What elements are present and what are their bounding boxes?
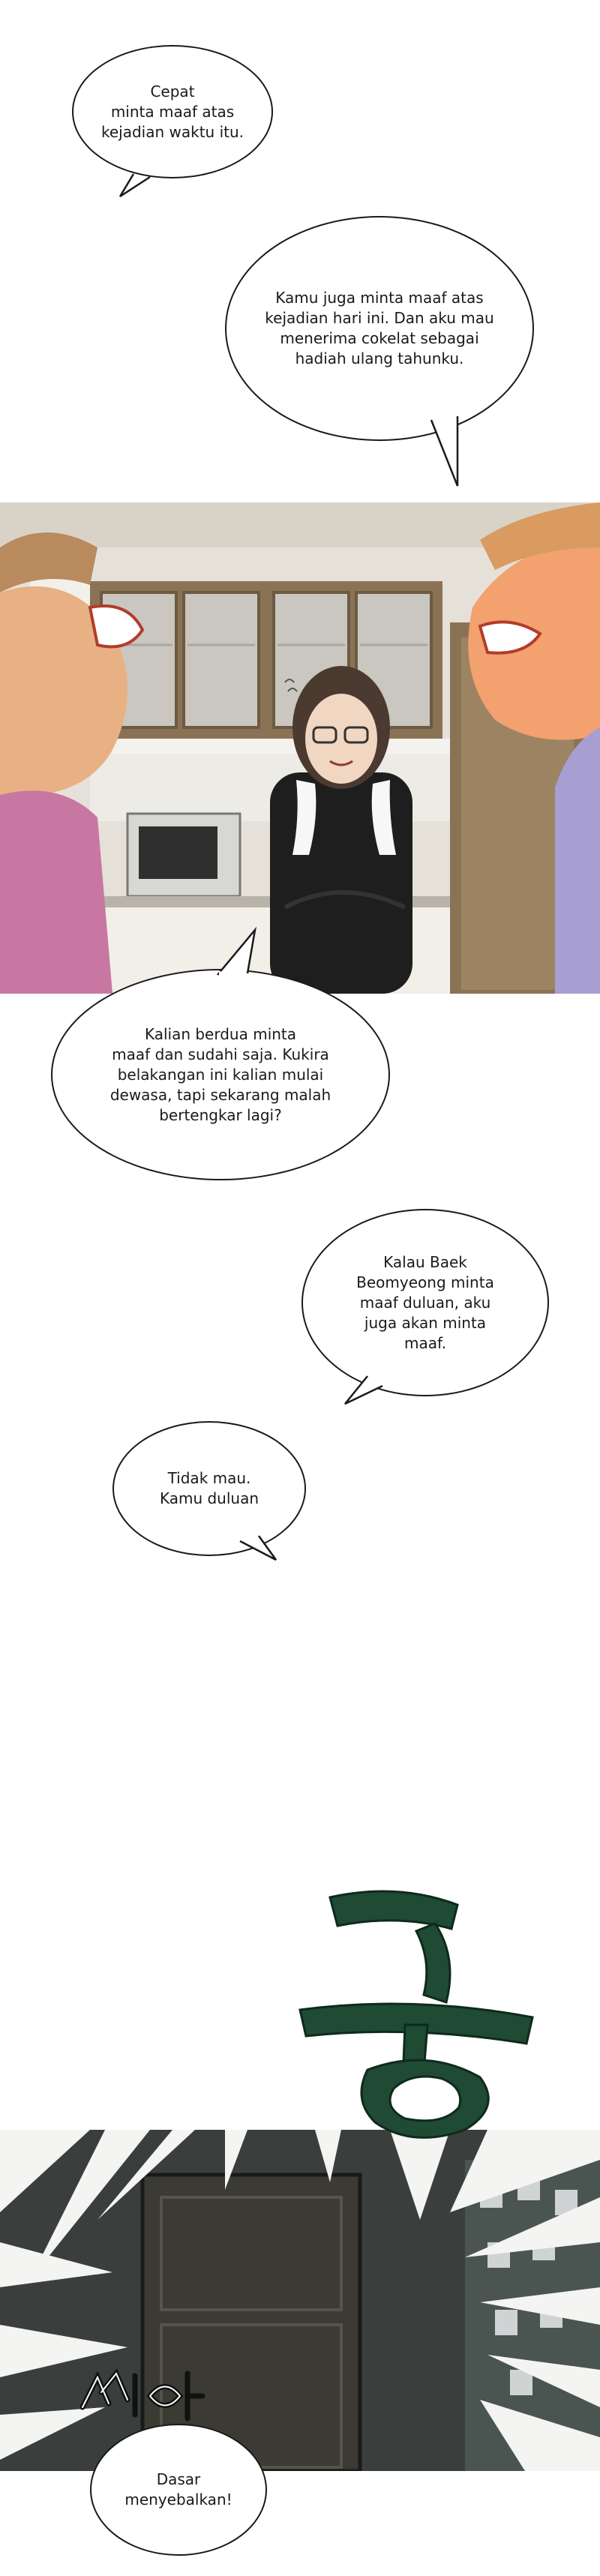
sfx-slam-lettering xyxy=(285,1882,555,2152)
speech-bubble-2: Kamu juga minta maaf atas kejadian hari ini. Dan aku mau menerima cokelat sebagai hadiah ulang tahunku. xyxy=(225,216,534,441)
speech-bubble-1: Cepat minta maaf atas kejadian waktu itu. xyxy=(72,45,273,178)
speech-bubble-6: Dasar menyebalkan! xyxy=(90,2424,267,2556)
sfx-sigh-lettering xyxy=(75,2362,210,2430)
speech-bubble-3: Kalian berdua minta maaf dan sudahi saja. Kukira belakangan ini kalian mulai dewasa, tapi sekarang malah bertengkar lagi? xyxy=(51,969,390,1180)
speech-bubble-4: Kalau Baek Beomyeong minta maaf duluan, aku juga akan minta maaf. xyxy=(302,1209,549,1396)
speech-bubble-5: Tidak mau. Kamu duluan xyxy=(112,1421,306,1556)
